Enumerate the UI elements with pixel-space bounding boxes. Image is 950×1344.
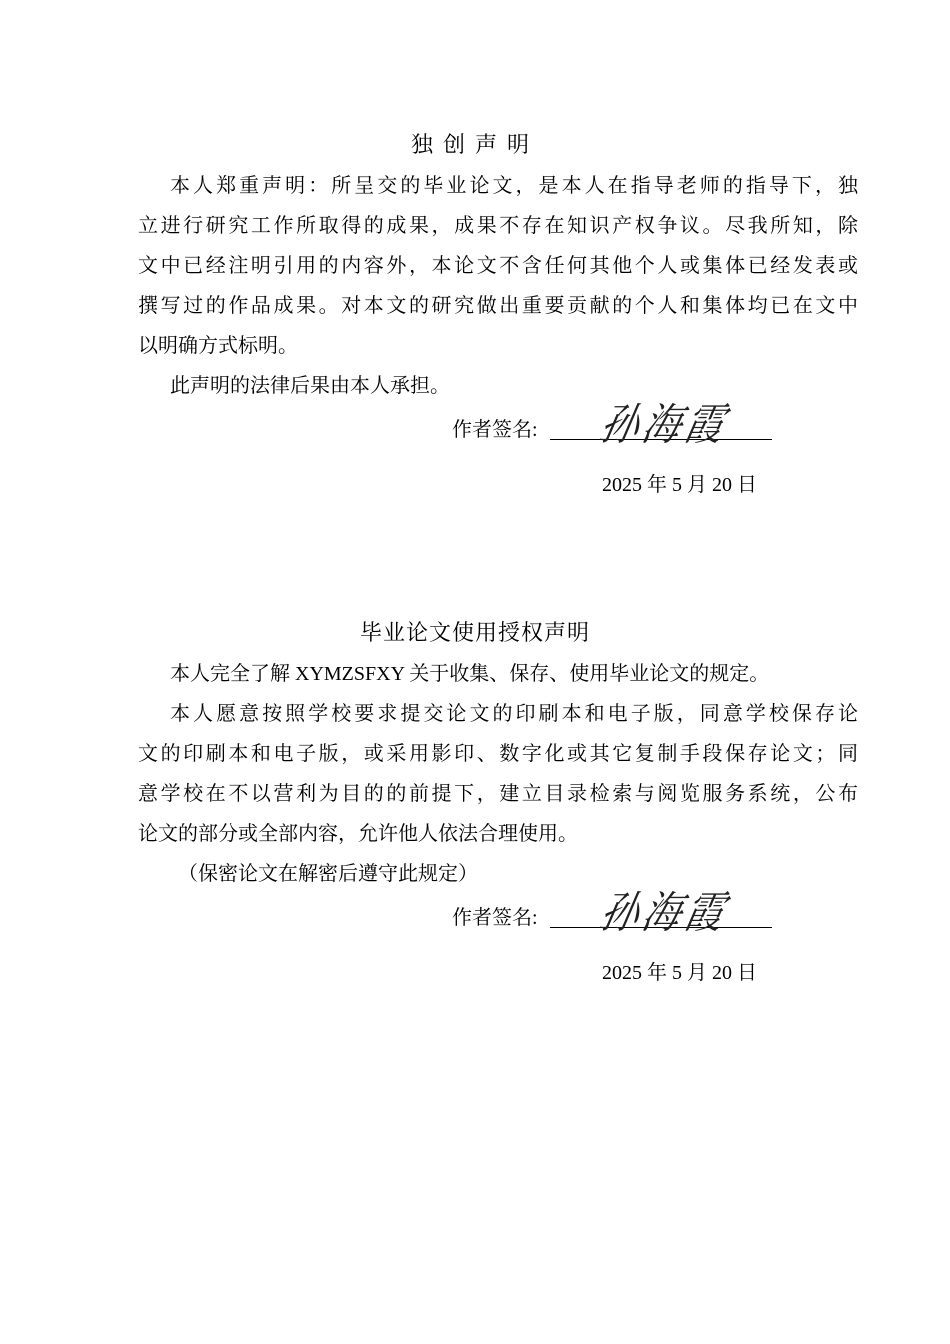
authorization-text-line: 意学校在不以营利为目的的前提下，建立目录检索与阅览服务系统，公布 xyxy=(138,783,858,805)
authorization-text-line: 论文的部分或全部内容，允许他人依法合理使用。 xyxy=(138,823,578,845)
handwritten-signature: 孙海霞 xyxy=(595,399,733,450)
author-signature-field xyxy=(452,399,772,450)
signature-label: 作者签名: xyxy=(452,419,538,441)
declaration-text-line: 本人郑重声明：所呈交的毕业论文，是本人在指导老师的指导下，独 xyxy=(170,175,858,197)
declaration-title: 独创声明 xyxy=(410,133,539,158)
authorization-text-line: 本人完全了解 XYMZSFXY 关于收集、保存、使用毕业论文的规定。 xyxy=(170,663,770,685)
signature-label: 作者签名: xyxy=(452,907,538,929)
author-signature-field xyxy=(452,887,772,938)
declaration-text-line: 撰写过的作品成果。对本文的研究做出重要贡献的个人和集体均已在文中 xyxy=(138,295,858,317)
declaration-text-line: 以明确方式标明。 xyxy=(138,335,298,357)
declaration-liability: 此声明的法律后果由本人承担。 xyxy=(170,375,450,397)
authorization-title: 毕业论文使用授权声明 xyxy=(359,621,590,646)
authorization-date: 2025 年 5 月 20 日 xyxy=(602,962,757,984)
declaration-text-line: 立进行研究工作所取得的成果，成果不存在知识产权争议。尽我所知，除 xyxy=(138,215,858,237)
authorization-text-line: 本人愿意按照学校要求提交论文的印刷本和电子版，同意学校保存论 xyxy=(170,703,858,725)
confidential-note: （保密论文在解密后遵守此规定） xyxy=(178,863,478,885)
declaration-date: 2025 年 5 月 20 日 xyxy=(602,474,757,496)
handwritten-signature: 孙海霞 xyxy=(595,887,733,938)
declaration-text-line: 文中已经注明引用的内容外，本论文不含任何其他个人或集体已经发表或 xyxy=(138,255,858,277)
authorization-text-line: 文的印刷本和电子版，或采用影印、数字化或其它复制手段保存论文；同 xyxy=(138,743,858,765)
